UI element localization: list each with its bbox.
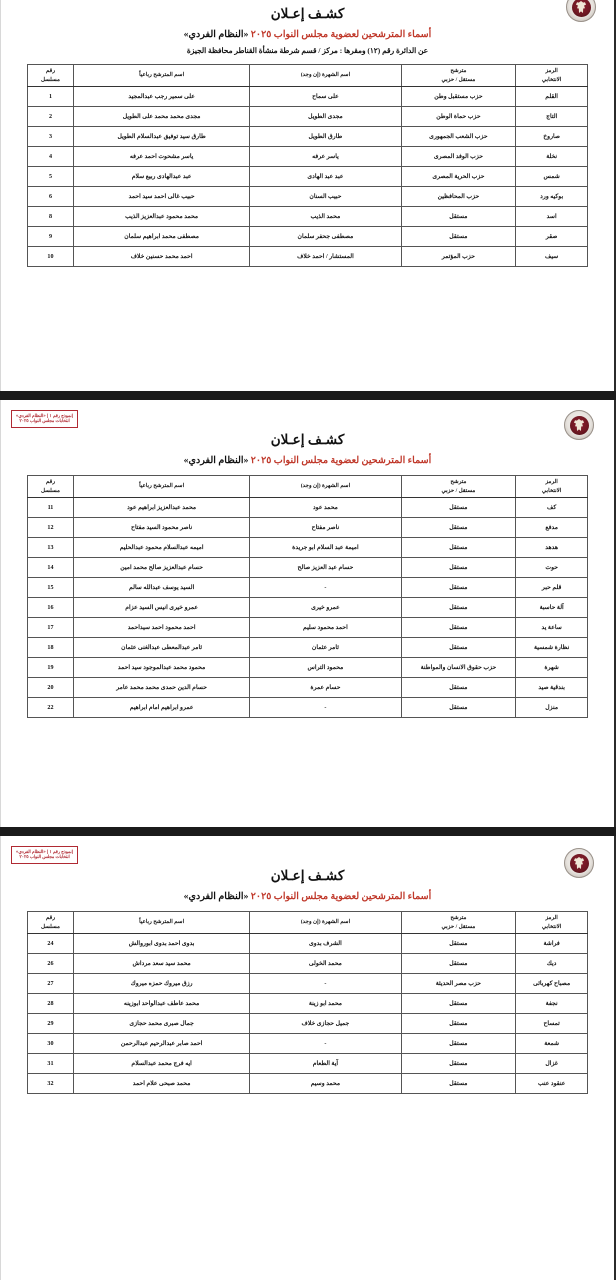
col-header-fame: اسم الشهرة (إن وجد) (250, 912, 401, 934)
cell-name: ناصر محمود السيد مفتاح (73, 518, 249, 538)
cell-fame: احمد محمود سليم (250, 618, 401, 638)
cell-fame: محمد الخولى (250, 954, 401, 974)
cell-symbol: نظارة شمسية (516, 638, 588, 658)
table-row (28, 994, 588, 1014)
table-header-row (28, 912, 588, 934)
cell-name: حسام عبدالعزيز صالح محمد امين (73, 558, 249, 578)
cell-symbol: التاج (516, 107, 588, 127)
cell-name: مجدى محمد محمد على الطويل (73, 107, 249, 127)
candidates-tbody-1 (28, 87, 588, 267)
cell-party: حزب مصر الحديثة (401, 974, 516, 994)
cell-fame: ناصر مفتاح (250, 518, 401, 538)
table-header-row (28, 65, 588, 87)
cell-symbol: عنقود عنب (516, 1074, 588, 1094)
cell-name: محمود محمد عبدالموجود سيد احمد (73, 658, 249, 678)
col-header-symbol: الرمز الانتخابي (516, 912, 588, 934)
eagle-glyph (574, 419, 585, 431)
col-header-symbol: الرمز الانتخابي (516, 476, 588, 498)
eagle-glyph (576, 1, 587, 13)
cell-serial: 14 (28, 558, 74, 578)
page-subtitle (1, 29, 614, 40)
cell-party: حزب الحرية المصرى (401, 167, 516, 187)
col-header-party: مترشح مستقل / حزبي (401, 65, 516, 87)
cell-serial: 19 (28, 658, 74, 678)
stamp-line-2: انتخابات مجلس النواب ٢٠٢٥ (19, 418, 70, 424)
subtitle-main-text: أسماء المترشحين لعضوية مجلس النواب ٢٠٢٥ (250, 891, 432, 902)
subtitle-main-text: أسماء المترشحين لعضوية مجلس النواب ٢٠٢٥ (250, 29, 432, 40)
table-row (28, 167, 588, 187)
eagle-glyph (574, 857, 585, 869)
cell-serial: 4 (28, 147, 74, 167)
cell-party: حزب المؤتمر (401, 247, 516, 267)
cell-serial: 8 (28, 207, 74, 227)
cell-fame: - (250, 578, 401, 598)
cell-symbol: قلم حبر (516, 578, 588, 598)
table-row (28, 518, 588, 538)
cell-fame: ياسر عرفه (250, 147, 401, 167)
cell-name: محمد عاطف عبدالواحد ابوزينه (73, 994, 249, 1014)
cell-party: مستقل (401, 598, 516, 618)
col-header-name: اسم المترشح رباعياً (73, 912, 249, 934)
cell-serial: 13 (28, 538, 74, 558)
cell-fame: محمد ابو زينة (250, 994, 401, 1014)
subtitle-system-text: «النظام الفردي» (183, 29, 249, 40)
cell-name: جمال صبرى محمد حجازى (73, 1014, 249, 1034)
cell-fame: ثامر عثمان (250, 638, 401, 658)
page-separator-1 (0, 391, 616, 400)
district-line: عن الدائرة رقم (١٢) ومقرها : مركز / قسم شرطة منشأة القناطر محافظة الجيزة (186, 46, 429, 55)
form-number-stamp-3 (11, 846, 78, 864)
cell-name: محمد سيد سعد مرداش (73, 954, 249, 974)
table-row (28, 698, 588, 718)
cell-name: حسام الدين حمدى محمد محمد عامر (73, 678, 249, 698)
cell-party: مستقل (401, 678, 516, 698)
cell-party: مستقل (401, 498, 516, 518)
cell-symbol: غزال (516, 1054, 588, 1074)
emblem-inner-disc (570, 416, 589, 435)
cell-serial: 29 (28, 1014, 74, 1034)
table-row (28, 538, 588, 558)
egypt-eagle-emblem-icon (564, 848, 594, 878)
table-row (28, 147, 588, 167)
col-header-serial: رقم مسلسل (28, 912, 74, 934)
col-header-serial: رقم مسلسل (28, 476, 74, 498)
cell-fame: المستشار / احمد خلاف (250, 247, 401, 267)
cell-fame: الشرف بدوى (250, 934, 401, 954)
cell-name: احمد محمود احمد سيداحمد (73, 618, 249, 638)
subtitle-main-text: أسماء المترشحين لعضوية مجلس النواب ٢٠٢٥ (250, 455, 432, 466)
cell-fame: عبد عبد الهادى (250, 167, 401, 187)
cell-serial: 16 (28, 598, 74, 618)
cell-fame: مصطفى جحفر سلمان (250, 227, 401, 247)
cell-serial: 5 (28, 167, 74, 187)
cell-name: ثامر عبدالمعطى عبدالغنى عثمان (73, 638, 249, 658)
col-header-party: مترشح مستقل / حزبي (401, 912, 516, 934)
cell-fame: جميل حجازى خلاف (250, 1014, 401, 1034)
cell-fame: حسام عبد العزيز صالح (250, 558, 401, 578)
cell-symbol: هدهد (516, 538, 588, 558)
cell-serial: 11 (28, 498, 74, 518)
cell-name: محمد عبدالعزيز ابراهيم عود (73, 498, 249, 518)
cell-party: مستقل (401, 578, 516, 598)
cell-serial: 10 (28, 247, 74, 267)
col-header-fame: اسم الشهرة (إن وجد) (250, 476, 401, 498)
cell-fame: - (250, 698, 401, 718)
cell-symbol: حوت (516, 558, 588, 578)
table-row (28, 1074, 588, 1094)
cell-serial: 12 (28, 518, 74, 538)
table-row (28, 187, 588, 207)
cell-symbol: نجفة (516, 994, 588, 1014)
cell-fame: على سماح (250, 87, 401, 107)
cell-name: اميمه عبدالسلام محمود عبدالحليم (73, 538, 249, 558)
candidates-table-wrapper-2 (1, 475, 614, 718)
cell-serial: 24 (28, 934, 74, 954)
cell-symbol: صاروخ (516, 127, 588, 147)
cell-serial: 17 (28, 618, 74, 638)
candidates-table-1 (27, 64, 588, 267)
table-row (28, 578, 588, 598)
document-page-2 (0, 400, 616, 827)
table-header-row (28, 476, 588, 498)
subtitle-system-text: «النظام الفردي» (183, 455, 249, 466)
cell-party: مستقل (401, 698, 516, 718)
cell-name: مصطفى محمد ابراهيم سلمان (73, 227, 249, 247)
cell-name: بدوى احمد بدوى ابوروالش (73, 934, 249, 954)
stamp-line-2: انتخابات مجلس النواب ٢٠٢٥ (19, 854, 70, 860)
table-row (28, 974, 588, 994)
table-row (28, 934, 588, 954)
cell-symbol: مدفع (516, 518, 588, 538)
table-row (28, 618, 588, 638)
cell-fame: محمد عود (250, 498, 401, 518)
page-title: كشـف إعـلان (270, 6, 345, 21)
cell-serial: 26 (28, 954, 74, 974)
cell-symbol: ديك (516, 954, 588, 974)
cell-symbol: بوكيه ورد (516, 187, 588, 207)
table-row (28, 227, 588, 247)
cell-party: مستقل (401, 1014, 516, 1034)
cell-symbol: بندقية صيد (516, 678, 588, 698)
candidates-table-wrapper-3 (1, 911, 614, 1094)
cell-serial: 20 (28, 678, 74, 698)
stamp-line-1: (نموذج رقم ١ ) «النظام الفردي» (16, 849, 74, 854)
document-page-1 (0, 0, 616, 391)
table-row (28, 558, 588, 578)
table-row (28, 107, 588, 127)
table-row (28, 1014, 588, 1034)
candidates-table-3 (27, 911, 588, 1094)
cell-party: حزب الشعب الجمهورى (401, 127, 516, 147)
emblem-inner-disc (570, 854, 589, 873)
cell-fame: حسام عمرة (250, 678, 401, 698)
table-row (28, 1054, 588, 1074)
table-row (28, 498, 588, 518)
cell-symbol: صقر (516, 227, 588, 247)
document-page-3 (0, 836, 616, 1280)
table-row (28, 1034, 588, 1054)
table-row (28, 127, 588, 147)
emblem-inner-disc (572, 0, 591, 17)
cell-symbol: منزل (516, 698, 588, 718)
cell-symbol: نخلة (516, 147, 588, 167)
cell-party: حزب حماة الوطن (401, 107, 516, 127)
cell-serial: 28 (28, 994, 74, 1014)
cell-fame: اميمة عبد السلام ابو جريدة (250, 538, 401, 558)
cell-symbol: ساعة يد (516, 618, 588, 638)
cell-name: عبد عبدالهادى ربيع سلام (73, 167, 249, 187)
cell-fame: مجدى الطويل (250, 107, 401, 127)
cell-serial: 9 (28, 227, 74, 247)
cell-name: ايه فرج محمد عبدالسلام (73, 1054, 249, 1074)
candidates-table-2 (27, 475, 588, 718)
cell-name: عمرو ابراهيم امام ابراهيم (73, 698, 249, 718)
table-row (28, 247, 588, 267)
cell-party: مستقل (401, 1034, 516, 1054)
table-row (28, 638, 588, 658)
cell-name: محمد صبحى علام احمد (73, 1074, 249, 1094)
cell-symbol: كف (516, 498, 588, 518)
cell-symbol: شمس (516, 167, 588, 187)
cell-fame: حبيب السنان (250, 187, 401, 207)
cell-party: مستقل (401, 934, 516, 954)
cell-serial: 3 (28, 127, 74, 147)
col-header-name: اسم المترشح رباعياً (73, 476, 249, 498)
egypt-eagle-emblem-icon (564, 410, 594, 440)
cell-symbol: شمعة (516, 1034, 588, 1054)
cell-serial: 6 (28, 187, 74, 207)
cell-symbol: آلة حاسبة (516, 598, 588, 618)
form-number-stamp-2 (11, 410, 78, 428)
cell-name: عمرو خيرى انيس السيد عزام (73, 598, 249, 618)
candidates-tbody-3 (28, 934, 588, 1094)
cell-name: احمد صابر عبدالرحيم عبدالرحمن (73, 1034, 249, 1054)
page-separator-2 (0, 827, 616, 836)
cell-party: حزب الوفد المصرى (401, 147, 516, 167)
cell-party: مستقل (401, 638, 516, 658)
table-row (28, 207, 588, 227)
cell-symbol: القلم (516, 87, 588, 107)
cell-symbol: سيف (516, 247, 588, 267)
page-subtitle (1, 455, 614, 466)
cell-name: السيد يوسف عبدالله سالم (73, 578, 249, 598)
cell-party: حزب حقوق الانسان والمواطنة (401, 658, 516, 678)
table-row (28, 598, 588, 618)
page-title: كشـف إعـلان (270, 868, 345, 883)
table-row (28, 678, 588, 698)
cell-fame: طارق الطويل (250, 127, 401, 147)
cell-fame: آية الطعام (250, 1054, 401, 1074)
cell-serial: 18 (28, 638, 74, 658)
cell-fame: عمرو خيرى (250, 598, 401, 618)
candidates-table-wrapper-1 (1, 64, 614, 267)
cell-party: حزب مستقبل وطن (401, 87, 516, 107)
cell-party: مستقل (401, 227, 516, 247)
page-title: كشـف إعـلان (270, 432, 345, 447)
cell-fame: محمد الذيب (250, 207, 401, 227)
table-row (28, 87, 588, 107)
cell-party: مستقل (401, 618, 516, 638)
cell-symbol: شهرة (516, 658, 588, 678)
cell-party: مستقل (401, 1074, 516, 1094)
cell-party: مستقل (401, 538, 516, 558)
cell-serial: 30 (28, 1034, 74, 1054)
cell-fame: محمود التراس (250, 658, 401, 678)
cell-name: محمد محمود عبدالعزيز الذيب (73, 207, 249, 227)
cell-symbol: اسد (516, 207, 588, 227)
cell-party: مستقل (401, 558, 516, 578)
cell-party: مستقل (401, 994, 516, 1014)
stamp-line-1: (نموذج رقم ١ ) «النظام الفردي» (16, 413, 74, 418)
col-header-name: اسم المترشح رباعياً (73, 65, 249, 87)
col-header-party: مترشح مستقل / حزبي (401, 476, 516, 498)
cell-serial: 22 (28, 698, 74, 718)
col-header-serial: رقم مسلسل (28, 65, 74, 87)
page-subtitle (1, 891, 614, 902)
cell-serial: 2 (28, 107, 74, 127)
cell-name: حبيب غالى احمد سيد احمد (73, 187, 249, 207)
cell-fame: - (250, 1034, 401, 1054)
cell-name: على سمير رجب عبدالمجيد (73, 87, 249, 107)
col-header-fame: اسم الشهرة (إن وجد) (250, 65, 401, 87)
cell-fame: محمد وسيم (250, 1074, 401, 1094)
cell-serial: 15 (28, 578, 74, 598)
cell-fame: - (250, 974, 401, 994)
table-row (28, 658, 588, 678)
cell-symbol: مصباح كهربائى (516, 974, 588, 994)
cell-serial: 31 (28, 1054, 74, 1074)
cell-name: رزق ميروك حمزه ميروك (73, 974, 249, 994)
cell-serial: 1 (28, 87, 74, 107)
table-row (28, 954, 588, 974)
subtitle-system-text: «النظام الفردي» (183, 891, 249, 902)
cell-serial: 27 (28, 974, 74, 994)
cell-name: طارق سيد توفيق عبدالسلام الطويل (73, 127, 249, 147)
cell-symbol: تمساح (516, 1014, 588, 1034)
col-header-symbol: الرمز الانتخابي (516, 65, 588, 87)
cell-party: مستقل (401, 954, 516, 974)
cell-party: مستقل (401, 1054, 516, 1074)
candidates-tbody-2 (28, 498, 588, 718)
cell-name: ياسر مشحوت احمد عرفه (73, 147, 249, 167)
cell-serial: 32 (28, 1074, 74, 1094)
cell-party: حزب المحافظين (401, 187, 516, 207)
cell-name: احمد محمد حسنين خلاف (73, 247, 249, 267)
cell-party: مستقل (401, 518, 516, 538)
cell-party: مستقل (401, 207, 516, 227)
cell-symbol: فراشة (516, 934, 588, 954)
